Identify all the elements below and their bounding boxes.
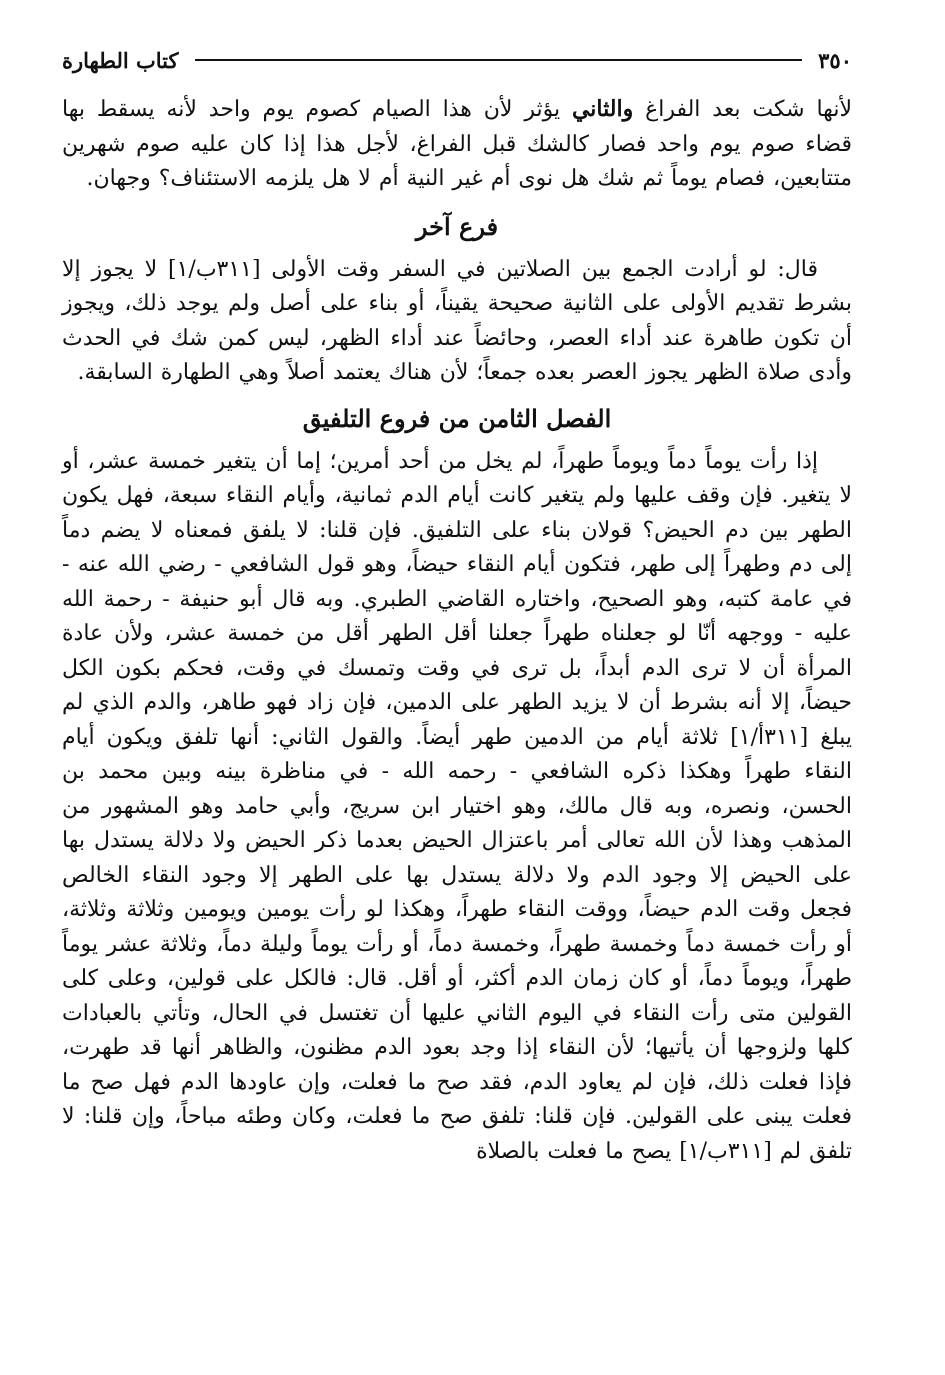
paragraph-joint-prayer: قال: لو أرادت الجمع بين الصلاتين في السفر وقت الأولى [٣١١ب/١] لا يجوز إلا بشرط تقديم الأولى على الثانية صحيحة يقيناً، أو بناء على أصل ولم يوجد ذلك، ويجوز أن تكون طاهرة عند أداء العصر، وحائضاً عند أداء الظهر، ليس كمن شك في الحدث وأدى صلاة الظهر يجوز العصر بعده جمعاً؛ لأن هناك يعتمد أصلاً وهي الطهارة السابقة. bbox=[62, 256, 852, 385]
paragraph-1-bold-term: والثاني bbox=[571, 96, 634, 122]
book-title: كتاب الطهارة bbox=[62, 47, 179, 73]
paragraph-1-rest: يؤثر لأن هذا الصيام كصوم يوم واحد لأنه يسقط بها قضاء صوم يوم واحد فصار كالشك قبل الفراغ، لأجل هذا إذا كان عليه صوم شهرين متتابعين، فصام يوماً ثم شك هل نوى أم غير النية أم لا هل يلزمه الاستئناف؟ وجهان. bbox=[62, 97, 852, 191]
paragraph-talfiq: إذا رأت يوماً دماً ويوماً طهراً، لم يخل من أحد أمرين؛ إما أن يتغير خمسة عشر، أو لا يتغير. فإن وقف عليها ولم يتغير كانت أيام الدم ثمانية، وأيام النقاء سبعة، فهل يكون الطهر بين دم الحيض؟ قولان بناء على التلفيق. فإن قلنا: لا يلفق فمعناه لا يضم دماً إلى دم وطهراً إلى طهر، فتكون أيام النقاء حيضاً، وهو قول الشافعي - رضي الله عنه - في عامة كتبه، وهو الصحيح، واختاره القاضي الطبري. وبه قال أبو حنيفة - رحمة الله عليه - ووجهه أنّا لو جعلناه طهراً جعلنا أقل الطهر أقل من خمسة عشر، ولأن عادة المرأة أن لا ترى الدم أبداً، بل ترى في وقت وتمسك في وقت، فحكم بكون الكل حيضاً، إلا أنه بشرط أن لا يزيد الطهر على الدمين، فإن زاد فهو طاهر، والدم الذي لم يبلغ [٣١١أ/١] ثلاثة أيام من الدمين طهر أيضاً. والقول الثاني: أنها تلفق ويكون أيام النقاء طهراً وهكذا ذكره الشافعي - رحمه الله - في مناظرة بينه وبين محمد بن الحسن، ونصره، وبه قال مالك، وهو اختيار ابن سريج، وأبي حامد وهو المشهور من المذهب وهذا لأن الله تعالى أمر باعتزال الحيض بعدما ذكر الحيض ولا دلالة يستدل بها على الحيض إلا وجود الدم ولا دلالة يستدل بها على الطهر إلا وجود النقاء الخالص فجعل وقت الدم حيضاً، ووقت النقاء طهراً، وهكذا لو رأت يومين ويومين وثلاثة وثلاثة، أو رأت خمسة دماً وخمسة طهراً، وخمسة دماً، أو رأت يوماً وليلة دماً، وثلاثة عشر يوماً طهراً، ويوماً دماً، أو كان زمان الدم أكثر، أو أقل. قال: فالكل على قولين، وعلى كلى القولين متى رأت النقاء في اليوم الثاني عليها أن تغتسل في الحال، وتأتي بالعبادات كلها ولزوجها أن يأتيها؛ لأن النقاء إذا وجد بعود الدم مظنون، والظاهر أنها قد طهرت، فإذا فعلت ذلك، فإن لم يعاود الدم، فقد صح ما فعلت، وإن عاودها الدم فهل صح ما فعلت يبنى على القولين. فإن قلنا: تلفق صح ما فعلت، وكان وطئه مباحاً، وإن قلنا: لا تلفق لم [٣١١ب/١] يصح ما فعلت بالصلاة bbox=[62, 448, 852, 1164]
running-header bbox=[62, 40, 852, 80]
header-rule bbox=[195, 59, 803, 61]
paragraph-1-lead: لأنها شكت بعد الفراغ bbox=[633, 97, 852, 122]
section-heading-far-akhar: فرع آخر bbox=[415, 211, 499, 241]
book-page bbox=[62, 40, 852, 1169]
paragraph-continuation bbox=[62, 92, 852, 197]
chapter-heading-talfiq: الفصل الثامن من فروع التلفيق bbox=[302, 403, 612, 433]
page-number: ٣٥٠ bbox=[818, 47, 852, 73]
